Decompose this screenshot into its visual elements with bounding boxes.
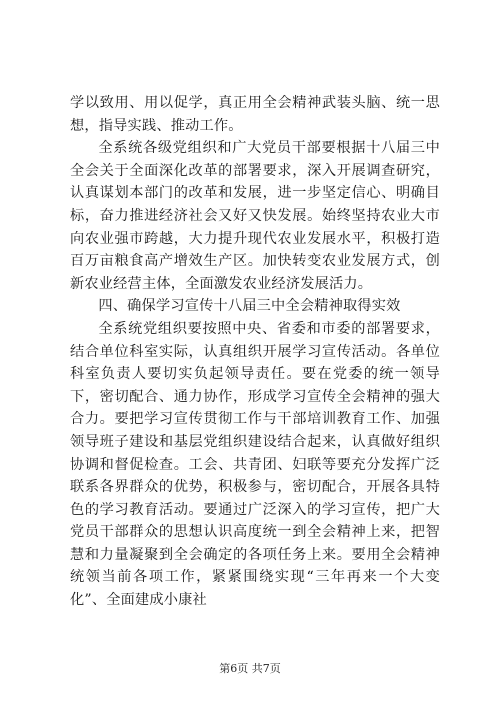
section-heading: 四、确保学习宣传十八届三中全会精神取得实效 (98, 298, 401, 315)
paragraph-continuation: 学以致用、用以促学，真正用全会精神武装头脑、统一思想，指导实践、推动工作。 (70, 95, 440, 134)
paragraph-publicity: 全系统党组织要按照中央、省委和市委的部署要求，结合单位科室实际，认真组织开展学习宣传活动。各单位科室负责人要切实负起领导责任。要在党委的统一领导下，密切配合、通力协作，形成学习宣传全会精神的强大合力。要把学习宣传贯彻工作与干部培训教育工作、加强领导班子建设和基层党组织建设结合起来，认真做好组织协调和督促检查。工会、共青团、妇联等要充分发挥广泛联系各界群众的优势，积极参与，密切配合，开展各具特色的学习教育活动。要通过广泛深入的学习宣传，把广大党员干部群众的思想认识高度统一到全会精神上来，把智慧和力量凝聚到全会确定的各项任务上来。要用全会精神统领当前各项工作，紧紧围绕实现“三年再来一个大变化”、全面建成小康社 (70, 320, 440, 609)
document-body (70, 92, 440, 612)
page-number-footer: 第6页 共7页 (219, 662, 281, 675)
paragraph-reform: 全系统各级党组织和广大党员干部要根据十八届三中全会关于全面深化改革的部署要求，深入开展调查研究，认真谋划本部门的改革和发展，进一步坚定信心、明确目标，奋力推进经济社会又好又快发展。始终坚持农业大市向农业强市跨越，大力提升现代农业发展水平，积极打造百万亩粮食高产增效生产区。加快转变农业发展方式，创新农业经营主体，全面激发农业经济发展活力。 (70, 140, 440, 292)
